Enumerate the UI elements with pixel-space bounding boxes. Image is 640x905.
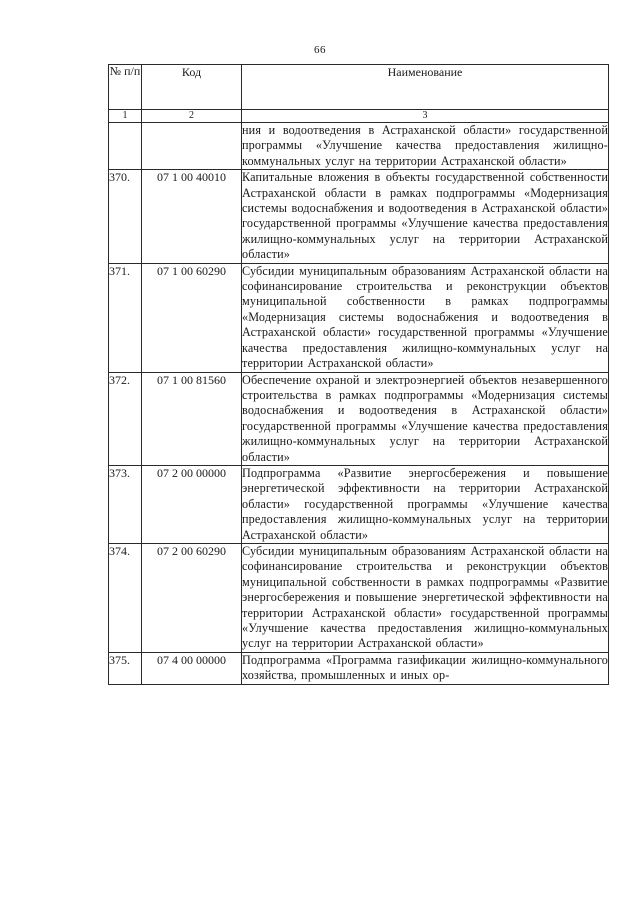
row-name: Субсидии муниципальным образованиям Астраханской области на софинансирование строительства и реконструкции объектов муниципальной собственности в рамках подпрограммы «Модернизация системы водоснабжения и водоотведения в Астраханской области» государственной программы «Улучшение качества предоставления жилищно-коммунальных услуг на территории Астраханской области»	[242, 263, 608, 371]
row-name: Обеспечение охраной и электроэнергией объектов незавершенного строительства в рамках подпрограммы «Модернизация системы водоснабжения и водоотведения в Астраханской области» государственной программы «Улучшение качества предоставления жилищно-коммунальных услуг на территории Астраханской области»	[242, 372, 608, 464]
row-code: 07 1 00 60290	[142, 263, 242, 372]
row-number	[109, 123, 142, 170]
row-name: Капитальные вложения в объекты государственной собственности Астраханской области в рамках подпрограммы «Модернизация системы водоснабжения и водоотведения в Астраханской области» государственной программы «Улучшение качества предоставления жилищно-коммунальных услуг на территории Астраханской области»	[242, 170, 608, 262]
row-number: 375.	[109, 652, 142, 684]
column-number: 2	[142, 110, 242, 123]
header-code: Код	[142, 65, 242, 110]
column-number-row	[109, 110, 609, 123]
row-code: 07 2 00 00000	[142, 465, 242, 543]
row-code: 07 1 00 81560	[142, 372, 242, 465]
row-number: 373.	[109, 465, 142, 543]
row-name: ния и водоотведения в Астраханской области» государственной программы «Улучшение качества предоставления жилищно-коммунальных услуг на территории Астраханской области»	[242, 123, 608, 168]
table-row	[109, 123, 609, 170]
table-row	[109, 652, 609, 684]
table-row	[109, 465, 609, 543]
table-row	[109, 372, 609, 465]
page-number: 66	[314, 44, 326, 56]
table-header-row	[109, 65, 609, 110]
budget-codes-table	[108, 64, 609, 685]
column-number: 3	[242, 110, 609, 123]
row-name: Подпрограмма «Развитие энергосбережения и повышение энергетической эффективности на территории Астраханской области» государственной программы «Улучшение качества предоставления жилищно-коммунальных услуг на территории Астраханской области»	[242, 465, 608, 542]
row-code: 07 1 00 40010	[142, 170, 242, 263]
row-number: 372.	[109, 372, 142, 465]
row-number: 374.	[109, 543, 142, 652]
row-number: 371.	[109, 263, 142, 372]
table-row	[109, 170, 609, 263]
row-code: 07 4 00 00000	[142, 652, 242, 684]
row-name: Подпрограмма «Программа газификации жилищно-коммунального хозяйства, промышленных и иных ор-	[242, 652, 608, 683]
row-name: Субсидии муниципальным образованиям Астраханской области на софинансирование строительства и реконструкции объектов муниципальной собственности в рамках подпрограммы «Развитие энергосбережения и повышение энергетической эффективности на территории Астраханской области» государственной программы «Улучшение качества предоставления жилищно-коммунальных услуг на территории Астраханской области»	[242, 543, 608, 651]
header-num: № п/п	[109, 65, 142, 110]
table-row	[109, 263, 609, 372]
row-number: 370.	[109, 170, 142, 263]
table-row	[109, 543, 609, 652]
row-code: 07 2 00 60290	[142, 543, 242, 652]
row-code	[142, 123, 242, 170]
column-number: 1	[109, 110, 142, 123]
header-name: Наименование	[242, 65, 609, 110]
